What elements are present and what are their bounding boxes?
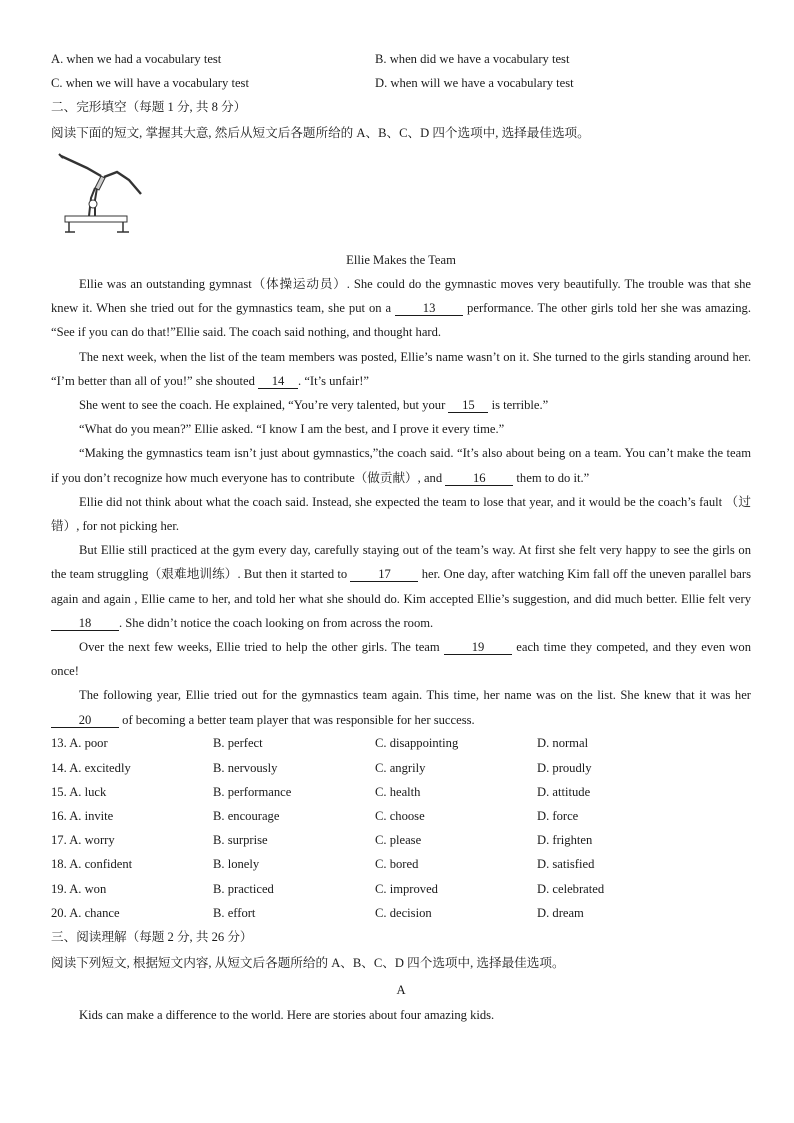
text: The next week, when the list of the team members was posted, Ellie’s name wasn’t on it. She turned to the girls standing around her. “I’m better than all of you!” she shouted — [51, 349, 751, 388]
choice-b[interactable]: B. surprise — [213, 833, 268, 848]
choice-c[interactable]: C. angrily — [375, 760, 426, 775]
story-paragraph — [51, 272, 751, 345]
gymnast-illustration — [51, 148, 751, 242]
choice-b[interactable]: B. practiced — [213, 881, 274, 896]
text: of becoming a better team player that was responsible for her success. — [119, 712, 475, 727]
text: her. One day, after watching Kim fall off the uneven parallel bars again and again , Ellie came to her, and told her what she should do. Kim accepted Ellie’s suggestion, and did much better. Ellie felt very — [51, 567, 751, 606]
choice-b[interactable]: B. effort — [213, 905, 256, 920]
section-heading-reading: 三、阅读理解（每题 2 分, 共 26 分） — [51, 929, 253, 944]
choice-c[interactable]: C. decision — [375, 905, 432, 920]
choice-d[interactable]: D. dream — [537, 905, 584, 920]
text: She went to see the coach. He explained, “You’re very talented, but your — [79, 398, 449, 413]
text: each time they competed, and they even won once! — [51, 640, 751, 679]
choice-c[interactable]: C. please — [375, 833, 422, 848]
question-options-list — [51, 732, 751, 926]
section-instruction-reading: 阅读下列短文, 根据短文内容, 从短文后各题所给的 A、B、C、D 四个选项中, 选择最佳选项。 — [51, 955, 565, 970]
question-row — [51, 804, 751, 828]
question-row — [51, 853, 751, 877]
text: Ellie was an outstanding gymnast（体操运动员）. She could do the gymnastic moves very beautifully. The trouble was that she knew it. When she tried out for the gymnastics team, she put on a — [51, 277, 751, 316]
blank-14[interactable]: 14 — [258, 374, 298, 389]
choice-d[interactable]: D. frighten — [537, 833, 593, 848]
text: But Ellie still practiced at the gym every day, carefully staying out of the team’s way. At first she felt very happy to see the girls on the team struggling（艰难地训练）. But then it started to — [51, 543, 751, 582]
exam-page — [51, 48, 751, 1028]
choice-b[interactable]: B. perfect — [213, 736, 263, 751]
choice-d[interactable]: D. attitude — [537, 784, 591, 799]
choice-a[interactable]: 17. A. worry — [51, 833, 115, 848]
blank-20[interactable]: 20 — [51, 713, 119, 728]
question-row — [51, 877, 751, 901]
text: performance. The other girls told her she was amazing. “See if you can do that!”Ellie said. The coach said nothing, and thought hard. — [51, 301, 751, 340]
text: . “It’s unfair!” — [298, 373, 370, 388]
choice-a[interactable]: 20. A. chance — [51, 905, 120, 920]
text: . She didn’t notice the coach looking on from across the room. — [119, 615, 434, 630]
choice-d[interactable]: D. force — [537, 808, 579, 823]
prev-option-row — [51, 72, 751, 96]
choice-c[interactable]: C. health — [375, 784, 421, 799]
choice-d[interactable]: D. celebrated — [537, 881, 605, 896]
story-paragraph: Ellie did not think about what the coach said. Instead, she expected the team to lose that year, and it would be the coach’s fault （过错）, for not picking her. — [51, 494, 751, 534]
question-row — [51, 732, 751, 756]
text: them to do it.” — [513, 470, 590, 485]
question-row — [51, 829, 751, 853]
question-row — [51, 901, 751, 925]
section-instruction-cloze: 阅读下面的短文, 掌握其大意, 然后从短文后各题所给的 A、B、C、D 四个选项中, 选择最佳选项。 — [51, 126, 590, 141]
story-paragraph — [51, 441, 751, 489]
story-paragraph — [51, 393, 751, 417]
text: “Making the gymnastics team isn’t just about gymnastics,”the coach said. “It’s also about being on a team. You can’t make the team if you don’t recognize how much everyone has to contribute（做贡献）, and — [51, 446, 751, 485]
choice-a[interactable]: 19. A. won — [51, 881, 107, 896]
story-paragraph — [51, 635, 751, 683]
story-title: Ellie Makes the Team — [346, 253, 456, 267]
option-b: B. when did we have a vocabulary test — [375, 52, 570, 67]
section-heading-cloze: 二、完形填空（每题 1 分, 共 8 分） — [51, 100, 247, 115]
choice-a[interactable]: 13. A. poor — [51, 736, 108, 751]
question-row — [51, 756, 751, 780]
text: The following year, Ellie tried out for the gymnastics team again. This time, her name was on the list. She knew that it was her — [79, 688, 751, 703]
blank-13[interactable]: 13 — [395, 301, 463, 316]
passage-intro: Kids can make a difference to the world. Here are stories about four amazing kids. — [79, 1008, 495, 1023]
blank-16[interactable]: 16 — [445, 471, 513, 486]
choice-b[interactable]: B. encourage — [213, 808, 280, 823]
choice-c[interactable]: C. bored — [375, 857, 419, 872]
choice-d[interactable]: D. satisfied — [537, 857, 595, 872]
blank-15[interactable]: 15 — [448, 398, 488, 413]
blank-19[interactable]: 19 — [444, 640, 512, 655]
passage-label: A — [396, 983, 406, 998]
story-paragraph: “What do you mean?” Ellie asked. “I know I am the best, and I prove it every time.” — [79, 422, 505, 437]
choice-a[interactable]: 15. A. luck — [51, 784, 107, 799]
gymnast-on-beam-image — [51, 148, 151, 238]
choice-c[interactable]: C. disappointing — [375, 736, 459, 751]
choice-a[interactable]: 18. A. confident — [51, 857, 133, 872]
choice-c[interactable]: C. improved — [375, 881, 438, 896]
choice-d[interactable]: D. proudly — [537, 760, 592, 775]
text: is terrible.” — [488, 398, 549, 413]
choice-a[interactable]: 14. A. excitedly — [51, 760, 131, 775]
option-a: A. when we had a vocabulary test — [51, 52, 222, 67]
story-paragraph — [51, 683, 751, 731]
text: Over the next few weeks, Ellie tried to help the other girls. The team — [79, 640, 444, 655]
choice-b[interactable]: B. performance — [213, 784, 292, 799]
choice-c[interactable]: C. choose — [375, 808, 425, 823]
option-c: C. when we will have a vocabulary test — [51, 76, 249, 91]
prev-option-row — [51, 48, 751, 72]
blank-18[interactable]: 18 — [51, 616, 119, 631]
choice-a[interactable]: 16. A. invite — [51, 808, 114, 823]
choice-b[interactable]: B. nervously — [213, 760, 278, 775]
story-paragraph — [51, 538, 751, 635]
story-paragraph — [51, 345, 751, 393]
choice-d[interactable]: D. normal — [537, 736, 589, 751]
blank-17[interactable]: 17 — [350, 567, 418, 582]
choice-b[interactable]: B. lonely — [213, 857, 260, 872]
option-d: D. when will we have a vocabulary test — [375, 76, 574, 91]
question-row — [51, 780, 751, 804]
